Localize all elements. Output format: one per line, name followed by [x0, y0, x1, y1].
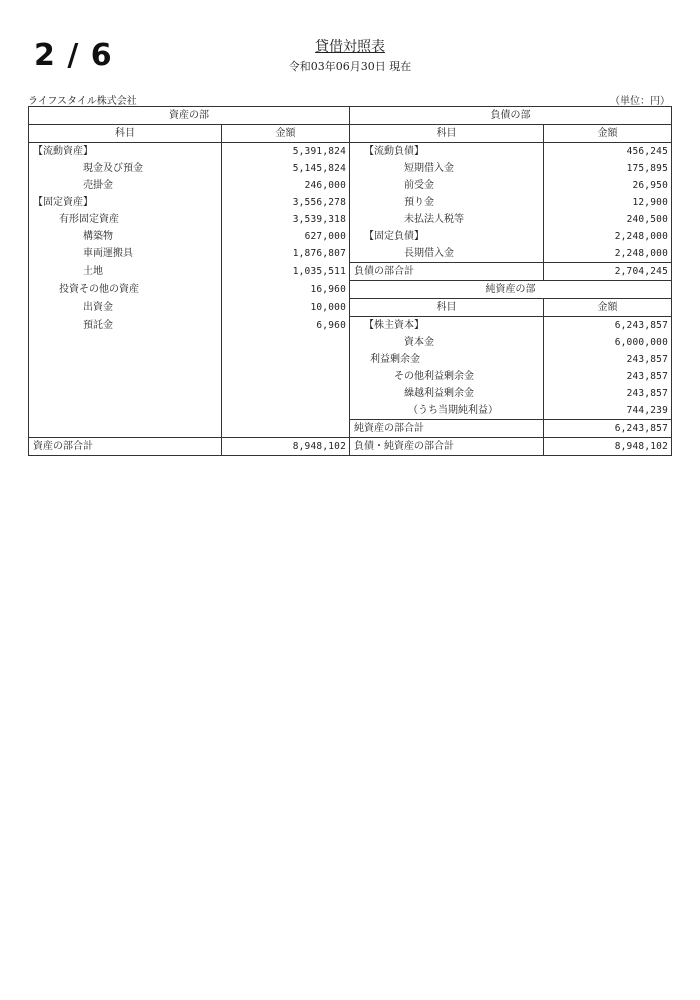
- net-asset-amount: 243,857: [544, 351, 672, 368]
- asset-amount: 6,960: [222, 317, 350, 335]
- asset-label: 【流動資産】: [29, 143, 222, 161]
- grand-total-row: [29, 438, 672, 456]
- net-asset-label: 資本金: [350, 334, 544, 351]
- asset-amount: 627,000: [222, 228, 350, 245]
- liability-label: 前受金: [350, 177, 544, 194]
- table-row: [29, 194, 672, 211]
- asset-label: 構築物: [29, 228, 222, 245]
- table-row: [29, 299, 672, 317]
- liability-amount: 240,500: [544, 211, 672, 228]
- net-asset-amount: 744,239: [544, 402, 672, 420]
- asset-amount: 3,556,278: [222, 194, 350, 211]
- page-number: 2 / 6: [34, 38, 113, 73]
- table-row: [29, 160, 672, 177]
- asset-amount: 246,000: [222, 177, 350, 194]
- liabilities-section-header: 負債の部: [350, 107, 672, 125]
- liability-amount: 175,895: [544, 160, 672, 177]
- liability-amount: 456,245: [544, 143, 672, 161]
- net-asset-label: 繰越利益剰余金: [350, 385, 544, 402]
- net-assets-item-header: 科目: [350, 299, 544, 317]
- liability-amount: 12,900: [544, 194, 672, 211]
- liability-amount: 26,950: [544, 177, 672, 194]
- asset-amount: 16,960: [222, 281, 350, 299]
- net-asset-label: 【株主資本】: [350, 317, 544, 335]
- asset-label: 車両運搬具: [29, 245, 222, 263]
- table-row: [29, 402, 672, 420]
- liabilities-item-header: 科目: [350, 125, 544, 143]
- net-asset-amount: 6,243,857: [544, 317, 672, 335]
- section-header-row: [29, 107, 672, 125]
- asset-label: 【固定資産】: [29, 194, 222, 211]
- liability-label: 短期借入金: [350, 160, 544, 177]
- asset-label: 有形固定資産: [29, 211, 222, 228]
- table-row: [29, 368, 672, 385]
- table-row: [29, 317, 672, 335]
- asset-label: 土地: [29, 263, 222, 281]
- assets-item-header: 科目: [29, 125, 222, 143]
- table-row: [29, 143, 672, 161]
- table-row: [29, 281, 672, 299]
- net-asset-label: （うち当期純利益）: [350, 402, 544, 420]
- table-row: [29, 177, 672, 194]
- net-assets-total-label: 純資産の部合計: [350, 420, 544, 438]
- net-assets-section-header: 純資産の部: [350, 281, 672, 299]
- net-asset-amount: 6,000,000: [544, 334, 672, 351]
- asset-amount: 5,391,824: [222, 143, 350, 161]
- table-row: [29, 245, 672, 263]
- asset-label: 投資その他の資産: [29, 281, 222, 299]
- asset-label: 出資金: [29, 299, 222, 317]
- liability-amount: 2,248,000: [544, 245, 672, 263]
- column-header-row: [29, 125, 672, 143]
- liabilities-amount-header: 金額: [544, 125, 672, 143]
- table-row: [29, 351, 672, 368]
- liability-label: 【固定負債】: [350, 228, 544, 245]
- report-date: 令和03年06月30日 現在: [288, 60, 412, 73]
- table-row: [29, 263, 672, 281]
- asset-amount: 1,876,807: [222, 245, 350, 263]
- table-row: [29, 211, 672, 228]
- liability-label: 未払法人税等: [350, 211, 544, 228]
- asset-amount: 1,035,511: [222, 263, 350, 281]
- asset-amount: 10,000: [222, 299, 350, 317]
- net-asset-label: 利益剰余金: [350, 351, 544, 368]
- table-row: [29, 228, 672, 245]
- net-asset-label: その他利益剰余金: [350, 368, 544, 385]
- net-asset-amount: 243,857: [544, 368, 672, 385]
- asset-amount: 3,539,318: [222, 211, 350, 228]
- asset-label: 売掛金: [29, 177, 222, 194]
- unit-label: （単位：円）: [610, 96, 670, 107]
- assets-total-label: 資産の部合計: [29, 438, 222, 456]
- liabilities-total-amount: 2,704,245: [544, 263, 672, 281]
- liability-label: 【流動負債】: [350, 143, 544, 161]
- liability-label: 長期借入金: [350, 245, 544, 263]
- table-row: [29, 334, 672, 351]
- liab-net-total-label: 負債・純資産の部合計: [350, 438, 544, 456]
- assets-section-header: 資産の部: [29, 107, 350, 125]
- asset-amount: 5,145,824: [222, 160, 350, 177]
- net-assets-amount-header: 金額: [544, 299, 672, 317]
- net-assets-total-amount: 6,243,857: [544, 420, 672, 438]
- liabilities-total-label: 負債の部合計: [350, 263, 544, 281]
- asset-label: 現金及び預金: [29, 160, 222, 177]
- asset-label: 預託金: [29, 317, 222, 335]
- liab-net-total-amount: 8,948,102: [544, 438, 672, 456]
- table-row: [29, 420, 672, 438]
- assets-total-amount: 8,948,102: [222, 438, 350, 456]
- table-row: [29, 385, 672, 402]
- net-asset-amount: 243,857: [544, 385, 672, 402]
- assets-amount-header: 金額: [222, 125, 350, 143]
- liability-label: 預り金: [350, 194, 544, 211]
- balance-sheet-table: [28, 106, 672, 456]
- company-name: ライフスタイル株式会社: [28, 96, 137, 107]
- liability-amount: 2,248,000: [544, 228, 672, 245]
- document-title: 貸借対照表: [315, 39, 385, 55]
